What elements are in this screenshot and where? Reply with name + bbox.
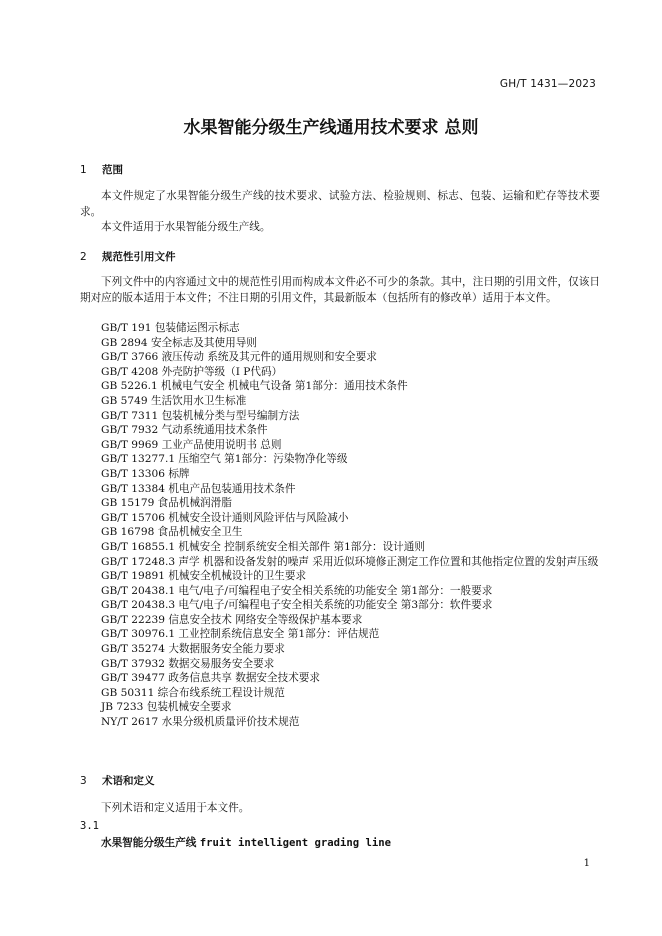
term-chinese: 水果智能分级生产线 xyxy=(101,837,197,849)
section-heading-normative-references xyxy=(80,249,176,264)
reference-item: GB/T 191 包装储运图示标志 xyxy=(101,322,240,334)
section-heading-scope xyxy=(80,162,123,177)
reference-item: GB/T 37932 数据交易服务安全要求 xyxy=(101,657,275,670)
reference-list xyxy=(80,321,602,730)
reference-item: GB/T 39477 政务信息共享 数据安全技术要求 xyxy=(101,672,320,685)
term-entry xyxy=(101,835,391,850)
reference-item: GB/T 7932 气动系统通用技术条件 xyxy=(101,424,268,437)
terms-intro-paragraph: 下列术语和定义适用于本文件。 xyxy=(101,802,250,814)
reference-item: JB 7233 包装机械安全要求 xyxy=(101,701,232,714)
reference-item: GB 50311 综合布线系统工程设计规范 xyxy=(101,686,285,699)
reference-item: GB/T 20438.1 电气/电子/可编程电子安全相关系统的功能安全 第1部分：一般要求 xyxy=(101,584,493,597)
reference-item: GB/T 15706 机械安全设计通则风险评估与风险减小 xyxy=(101,511,349,524)
reference-item: GB/T 22239 信息安全技术 网络安全等级保护基本要求 xyxy=(101,613,363,626)
reference-item: GB/T 20438.3 电气/电子/可编程电子安全相关系统的功能安全 第3部分：软件要求 xyxy=(101,599,493,612)
reference-item: GB 15179 食品机械润滑脂 xyxy=(101,497,232,510)
reference-item: GB/T 13306 标牌 xyxy=(101,467,190,480)
term-english: fruit intelligent grading line xyxy=(199,837,392,849)
reference-item: NY/T 2617 水果分级机质量评价技术规范 xyxy=(101,716,300,729)
section-title: 规范性引用文件 xyxy=(102,251,176,263)
reference-item: GB/T 7311 包装机械分类与型号编制方法 xyxy=(101,409,300,422)
reference-item: GB 2894 安全标志及其使用导则 xyxy=(101,336,257,349)
term-number: 3.1 xyxy=(80,820,99,832)
reference-item: GB/T 30976.1 工业控制系统信息安全 第1部分：评估规范 xyxy=(101,628,380,641)
reference-item: GB/T 16855.1 机械安全 控制系统安全相关部件 第1部分：设计通则 xyxy=(101,540,425,553)
section-number: 3 xyxy=(80,775,87,787)
reference-item: GB/T 17248.3 声学 机器和设备发射的噪声 采用近似环境修正测定工作位置和其他指定位置的发射声压级 xyxy=(101,555,599,568)
reference-item: GB/T 19891 机械安全机械设计的卫生要求 xyxy=(101,570,307,583)
reference-item: GB 16798 食品机械安全卫生 xyxy=(101,526,243,539)
section-number: 2 xyxy=(80,251,87,263)
reference-item: GB/T 4208 外壳防护等级（I P代码） xyxy=(101,365,283,378)
section-number: 1 xyxy=(80,164,87,176)
reference-item: GB 5226.1 机械电气安全 机械电气设备 第1部分：通用技术条件 xyxy=(101,380,408,393)
reference-item: GB/T 13277.1 压缩空气 第1部分：污染物净化等级 xyxy=(101,453,348,466)
page-number: 1 xyxy=(583,858,590,869)
reference-item: GB/T 13384 机电产品包装通用技术条件 xyxy=(101,482,296,495)
document-title: 水果智能分级生产线通用技术要求 总则 xyxy=(183,118,479,138)
scope-paragraph-1: 本文件规定了水果智能分级生产线的技术要求、试验方法、检验规则、标志、包装、运输和贮存等技术要求。 xyxy=(80,190,600,218)
references-intro-paragraph: 下列文件中的内容通过文中的规范性引用而构成本文件必不可少的条款。其中，注日期的引用文件，仅该日期对应的版本适用于本文件；不注日期的引用文件，其最新版本（包括所有的修改单）适用于本文件。 xyxy=(80,276,600,304)
section-title: 范围 xyxy=(102,164,123,176)
section-heading-terms xyxy=(80,773,155,788)
reference-item: GB 5749 生活饮用水卫生标准 xyxy=(101,394,247,407)
section-title: 术语和定义 xyxy=(102,775,155,787)
reference-item: GB/T 35274 大数据服务安全能力要求 xyxy=(101,643,285,656)
document-code: GH/T 1431—2023 xyxy=(499,78,596,90)
reference-item: GB/T 3766 液压传动 系统及其元件的通用规则和安全要求 xyxy=(101,351,377,364)
scope-paragraph-2: 本文件适用于水果智能分级生产线。 xyxy=(101,221,271,233)
reference-item: GB/T 9969 工业产品使用说明书 总则 xyxy=(101,438,282,451)
